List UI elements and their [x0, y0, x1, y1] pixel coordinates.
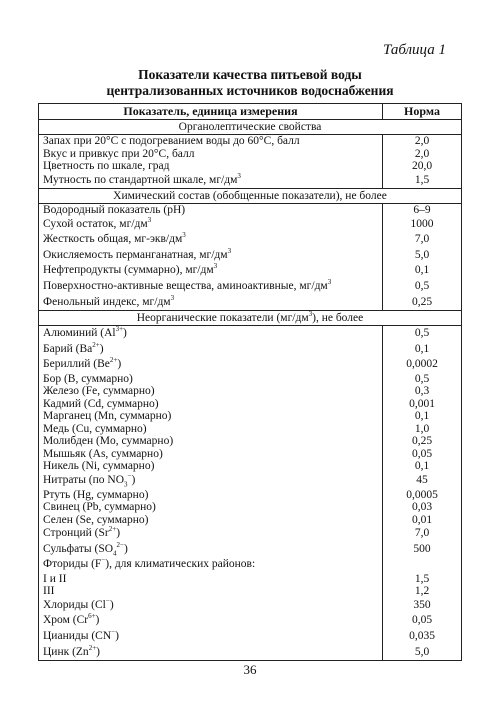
table-row — [39, 232, 462, 248]
table-label: Таблица 1 — [383, 42, 446, 58]
indicator-name: Бор (В, суммарно) — [43, 372, 133, 385]
indicator-cell — [39, 342, 383, 358]
indicator-cell — [39, 357, 383, 373]
indicator-name: III — [43, 585, 55, 598]
indicator-sup: 3 — [237, 171, 241, 180]
norm-cell: 7,0 — [383, 526, 462, 542]
table-row — [39, 248, 462, 264]
indicator-name-tail: ) — [96, 645, 100, 658]
title-line-2: централизованных источников водоснабжения — [106, 83, 394, 98]
indicator-cell — [39, 135, 383, 148]
indicator-cell — [39, 489, 383, 502]
indicator-name-tail: ) — [115, 630, 119, 642]
indicator-name: Цветность по шкале, град — [43, 160, 170, 172]
indicator-cell — [39, 232, 383, 248]
table-row — [39, 342, 462, 358]
table-row — [39, 398, 462, 411]
indicator-cell — [39, 514, 383, 527]
norm-cell: 1,5 — [383, 573, 462, 586]
indicator-name: Марганец (Mn, суммарно) — [43, 410, 172, 423]
indicator-cell — [39, 501, 383, 514]
indicator-name: Вкус и привкус при 20°С, балл — [43, 147, 195, 160]
indicator-name: Окисляемость перманганатная, мг/дм — [43, 248, 228, 261]
indicator-name: Мутность по стандартной шкале, мг/дм — [43, 173, 238, 186]
norm-cell: 0,1 — [383, 460, 462, 473]
norm-cell: 0,5 — [383, 326, 462, 342]
section-row — [39, 311, 462, 326]
indicator-cell — [39, 645, 383, 661]
indicator-name: Стронций (Sr — [43, 527, 109, 540]
norm-cell: 0,0005 — [383, 489, 462, 502]
indicator-cell — [39, 423, 383, 436]
norm-cell: 500 — [383, 542, 462, 558]
indicator-cell — [39, 526, 383, 542]
indicator-cell — [39, 448, 383, 461]
table-body — [39, 120, 462, 661]
table-row — [39, 279, 462, 295]
table-row — [39, 160, 462, 173]
indicator-sup: 2+ — [92, 340, 100, 349]
indicator-name: Барий (Ba — [43, 342, 93, 355]
norm-cell: 20,0 — [383, 160, 462, 173]
norm-cell: 5,0 — [383, 248, 462, 264]
indicator-sup: 3 — [170, 293, 175, 302]
indicator-sup: 3 — [182, 231, 186, 240]
section-row — [39, 120, 462, 135]
indicator-name: Фториды (F — [43, 558, 102, 571]
indicator-sup: 3 — [147, 215, 152, 224]
norm-cell: 1,0 — [383, 423, 462, 436]
indicator-cell — [39, 160, 383, 173]
table-row — [39, 629, 462, 645]
indicator-cell — [39, 326, 383, 342]
norm-cell: 350 — [383, 598, 462, 614]
indicator-name-tail: ) — [109, 598, 114, 611]
indicator-name: Молибден (Mo, суммарно) — [43, 435, 174, 448]
indicator-name: Медь (Cu, суммарно) — [43, 422, 147, 435]
indicator-cell — [39, 573, 383, 586]
norm-cell: 0,05 — [383, 448, 462, 461]
norm-cell: 0,001 — [383, 398, 462, 411]
norm-cell: 0,01 — [383, 514, 462, 527]
table-row — [39, 613, 462, 629]
indicator-cell — [39, 473, 383, 489]
table-row — [39, 295, 462, 311]
table-row — [39, 573, 462, 586]
norm-cell: 0,5 — [383, 279, 462, 295]
indicator-name: Запах при 20°С с подогреванием воды до 60°С, балл — [43, 135, 300, 147]
norm-cell: 0,3 — [383, 385, 462, 398]
indicator-name: Поверхностно-активные вещества, аминоактивные, мг/дм — [43, 279, 328, 292]
table-row — [39, 514, 462, 527]
table-row — [39, 204, 462, 217]
table-row — [39, 217, 462, 233]
indicator-name: Цинк (Zn — [43, 645, 89, 658]
indicator-cell — [39, 598, 383, 614]
table-row — [39, 585, 462, 598]
indicator-cell — [39, 629, 383, 645]
table-row — [39, 542, 462, 558]
indicator-name: Сухой остаток, мг/дм — [43, 217, 148, 230]
norm-cell: 0,035 — [383, 629, 462, 645]
indicator-name-tail: ) — [116, 527, 121, 540]
table-row — [39, 148, 462, 161]
table-row — [39, 385, 462, 398]
indicator-name: Нитраты (по NO — [43, 473, 125, 486]
indicator-cell — [39, 295, 383, 311]
indicator-name: Сульфаты (SO — [43, 542, 114, 555]
indicator-cell — [39, 279, 383, 295]
indicator-cell — [39, 542, 383, 558]
indicator-sup: 2+ — [88, 643, 97, 652]
indicator-name: Мышьяк (As, суммарно) — [43, 447, 163, 460]
indicator-cell — [39, 557, 383, 573]
indicator-cell — [39, 435, 383, 448]
indicator-name: Хлориды (Cl — [43, 598, 106, 611]
indicator-name-tail: ) — [131, 473, 136, 486]
indicator-name-tail: ) — [117, 358, 122, 371]
indicator-name: Жесткость общая, мг-экв/дм — [43, 233, 183, 246]
indicator-cell — [39, 248, 383, 264]
indicator-name: Никель (Ni, суммарно) — [43, 460, 155, 473]
norm-cell: 0,5 — [383, 373, 462, 386]
norm-cell: 2,0 — [383, 135, 462, 148]
page-number: 36 — [243, 662, 257, 677]
indicator-name-tail: ), для климатических районов: — [105, 558, 256, 571]
table-row — [39, 435, 462, 448]
indicator-sup: 2− — [116, 540, 124, 549]
indicator-sub: 3 — [124, 480, 128, 489]
norm-cell: 2,0 — [383, 148, 462, 161]
indicator-name: Нефтепродукты (суммарно), мг/дм — [43, 264, 214, 277]
norm-cell — [383, 557, 462, 573]
indicator-name: Цианиды (CN — [43, 630, 112, 642]
norm-cell: 7,0 — [383, 232, 462, 248]
water-quality-table — [38, 103, 462, 661]
indicator-cell — [39, 217, 383, 233]
indicator-name: Железо (Fe, суммарно) — [43, 385, 155, 398]
norm-cell: 45 — [383, 473, 462, 489]
indicator-sup: 2+ — [109, 356, 118, 365]
indicator-name: Ртуть (Hg, суммарно) — [43, 488, 149, 501]
indicator-cell — [39, 373, 383, 386]
norm-cell: 0,25 — [383, 295, 462, 311]
table-row — [39, 173, 462, 189]
indicator-sup: − — [101, 556, 106, 565]
indicator-sup: 3 — [213, 262, 218, 271]
section-title: Химический состав (обобщенные показатели), не более — [39, 189, 462, 204]
indicator-name: Кадмий (Cd, суммарно) — [43, 397, 159, 410]
header-indicator: Показатель, единица измерения — [39, 104, 383, 120]
norm-cell: 6–9 — [383, 204, 462, 217]
indicator-name-tail: ) — [123, 542, 128, 555]
indicator-sup: 3 — [327, 278, 332, 287]
indicator-sup: − — [105, 596, 110, 605]
indicator-cell — [39, 460, 383, 473]
indicator-cell — [39, 204, 383, 217]
indicator-name-tail: ) — [99, 342, 104, 355]
indicator-sup: 6+ — [88, 612, 96, 621]
title-line-1: Показатели качества питьевой воды — [138, 67, 362, 82]
indicator-cell — [39, 263, 383, 279]
indicator-name: Селен (Se, суммарно) — [43, 513, 149, 526]
section-title-sup: 3 — [308, 310, 313, 319]
norm-cell: 0,1 — [383, 342, 462, 358]
table-row — [39, 423, 462, 436]
table-row — [39, 373, 462, 386]
indicator-cell — [39, 173, 383, 189]
indicator-name: Алюминий (Al — [43, 327, 116, 340]
table-row — [39, 598, 462, 614]
norm-cell: 0,0002 — [383, 357, 462, 373]
table-title — [0, 67, 500, 99]
table-row — [39, 410, 462, 423]
norm-cell: 5,0 — [383, 645, 462, 661]
table-row — [39, 489, 462, 502]
indicator-cell — [39, 410, 383, 423]
table-row — [39, 357, 462, 373]
indicator-cell — [39, 585, 383, 598]
section-title — [39, 311, 462, 326]
table-row — [39, 135, 462, 148]
indicator-name: Свинец (Pb, суммарно) — [43, 501, 156, 514]
table-row — [39, 473, 462, 489]
indicator-name-tail: ) — [95, 614, 100, 627]
indicator-sup: 2+ — [108, 525, 117, 534]
table-row — [39, 460, 462, 473]
indicator-sup: − — [111, 628, 116, 637]
indicator-cell — [39, 385, 383, 398]
indicator-name: Водородный показатель (pH) — [43, 204, 186, 217]
section-row — [39, 189, 462, 204]
norm-cell: 0,05 — [383, 613, 462, 629]
norm-cell: 0,1 — [383, 263, 462, 279]
section-title-text: Неорганические показатели (мг/дм — [136, 312, 309, 325]
table-row — [39, 645, 462, 661]
table-row — [39, 557, 462, 573]
table-row — [39, 501, 462, 514]
norm-cell: 1,5 — [383, 173, 462, 189]
indicator-sub: 4 — [113, 548, 117, 557]
norm-cell: 0,1 — [383, 410, 462, 423]
section-title-text: ), не более — [312, 312, 364, 325]
section-title: Органолептические свойства — [39, 120, 462, 135]
norm-cell: 1000 — [383, 217, 462, 233]
indicator-cell — [39, 613, 383, 629]
table-header-row — [39, 104, 462, 120]
table-row — [39, 526, 462, 542]
indicator-sup: 3 — [227, 246, 232, 255]
indicator-sup: 3+ — [115, 325, 124, 334]
norm-cell: 1,2 — [383, 585, 462, 598]
indicator-name: Бериллий (Be — [43, 358, 110, 371]
indicator-name: I и II — [43, 572, 67, 585]
indicator-cell — [39, 398, 383, 411]
norm-cell: 0,25 — [383, 435, 462, 448]
indicator-name-tail: ) — [123, 327, 127, 340]
norm-cell: 0,03 — [383, 501, 462, 514]
indicator-sup: − — [127, 472, 132, 481]
header-norm: Норма — [383, 104, 462, 120]
table-row — [39, 326, 462, 342]
indicator-name: Фенольный индекс, мг/дм — [43, 295, 171, 308]
indicator-cell — [39, 148, 383, 161]
table-row — [39, 263, 462, 279]
table-row — [39, 448, 462, 461]
indicator-name: Хром (Cr — [43, 614, 89, 627]
